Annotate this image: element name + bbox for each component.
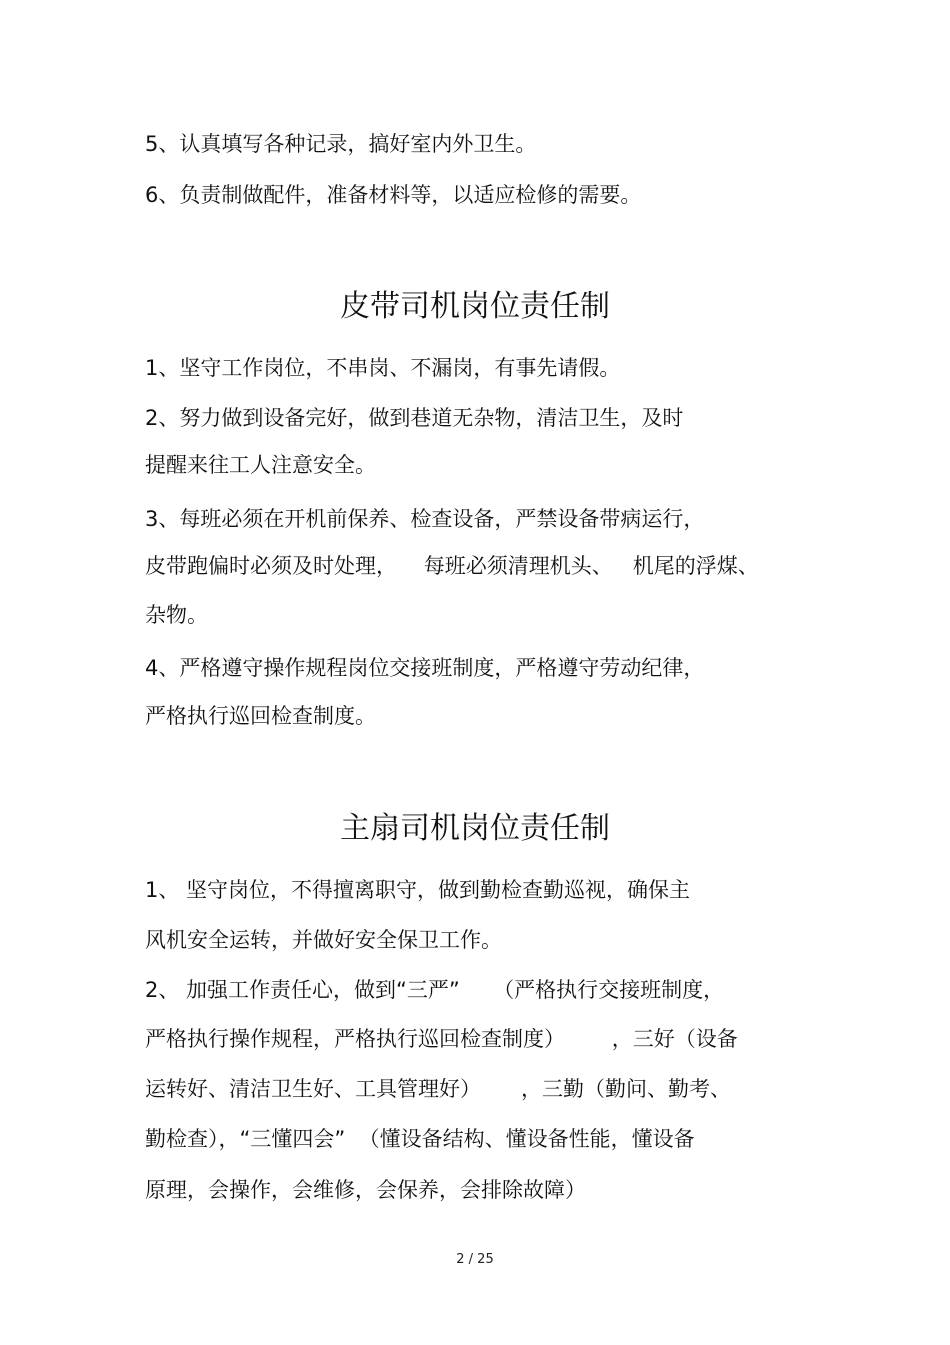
text-line: 2、努力做到设备完好，做到巷道无杂物，清洁卫生，及时 [145, 406, 684, 430]
text-line: 皮带跑偏时必须及时处理， 每班必须清理机头、 机尾的浮煤、 [145, 554, 759, 578]
text-line: 杂物。 [145, 603, 208, 627]
text-line: 1、坚守工作岗位，不串岗、不漏岗，有事先请假。 [145, 356, 621, 380]
text-line: 4、严格遵守操作规程岗位交接班制度，严格遵守劳动纪律， [145, 656, 705, 680]
text-line: 勤检查），“三懂四会” （懂设备结构、懂设备性能，懂设备 [145, 1127, 695, 1151]
text-line: 2、 加强工作责任心，做到“三严” （严格执行交接班制度， [145, 978, 725, 1002]
text-line: 3、每班必须在开机前保养、检查设备，严禁设备带病运行， [145, 507, 705, 531]
page-number: 2 / 25 [456, 1252, 494, 1267]
text-line: 严格执行操作规程，严格执行巡回检查制度） ，三好（设备 [145, 1027, 738, 1051]
text-line: 严格执行巡回检查制度。 [145, 704, 376, 728]
text-line: 1、 坚守岗位，不得擅离职守，做到勤检查勤巡视，确保主 [145, 878, 691, 902]
text-line: 运转好、清洁卫生好、工具管理好） ，三勤（勤问、勤考、 [145, 1077, 732, 1101]
text-line: 6、负责制做配件，准备材料等，以适应检修的需要。 [145, 183, 642, 207]
text-line: 提醒来往工人注意安全。 [145, 453, 376, 477]
section-title-fan: 主扇司机岗位责任制 [340, 811, 610, 846]
section-title-belt: 皮带司机岗位责任制 [340, 289, 610, 324]
text-line: 5、认真填写各种记录，搞好室内外卫生。 [145, 132, 537, 156]
text-line: 原理，会操作，会维修，会保养，会排除故障） [145, 1178, 586, 1202]
text-line: 风机安全运转，并做好安全保卫工作。 [145, 928, 502, 952]
